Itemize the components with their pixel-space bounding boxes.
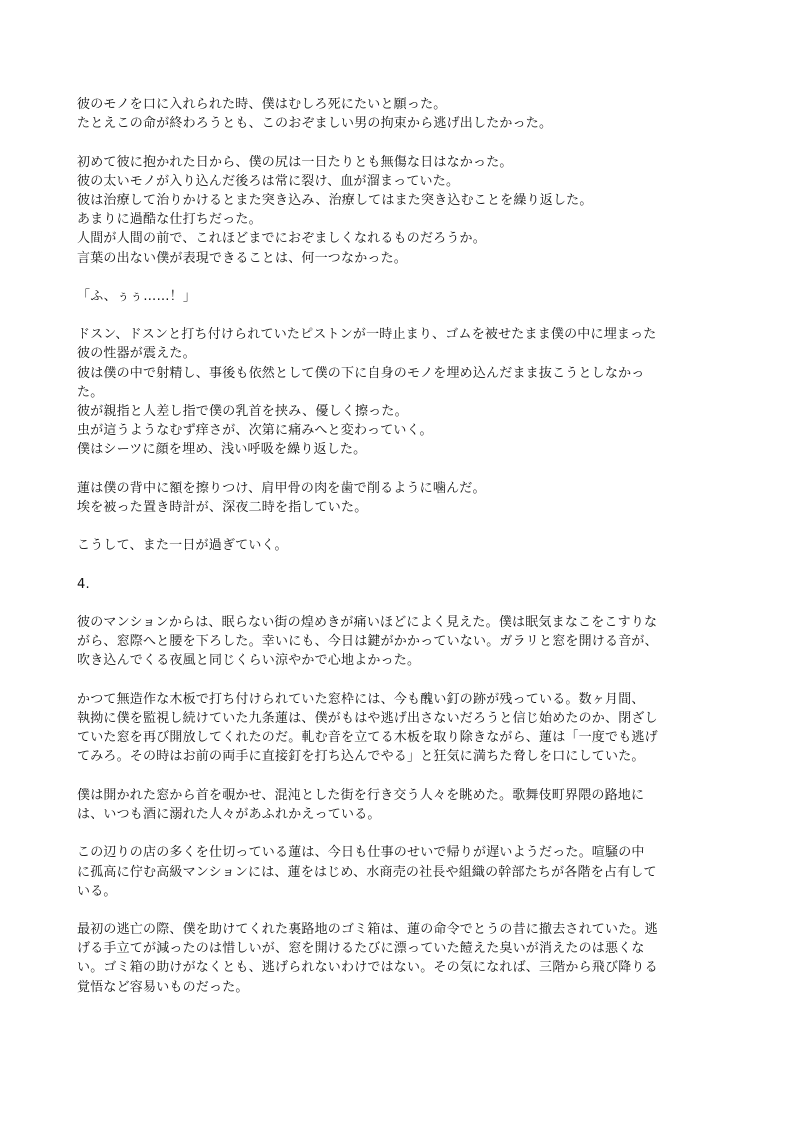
text-line: 最初の逃亡の際、僕を助けてくれた裏路地のゴミ箱は、蓮の命令でとうの昔に撤去されていた。逃	[77, 922, 658, 938]
text-line: いる。	[77, 883, 117, 899]
text-line: 執拗に僕を監視し続けていた九条蓮は、僕がもはや逃げ出さないだろうと信じ始めたのか、閉ざし	[77, 711, 658, 726]
paragraph-gap	[77, 133, 727, 152]
text-line: あまりに過酷な仕打ちだった。	[77, 212, 262, 228]
text-line: こうして、また一日が過ぎていく。	[77, 538, 288, 554]
text-line: い。ゴミ箱の助けがなくとも、逃げられないわけではない。その気になれば、三階から飛び降りる	[77, 960, 658, 976]
text-body	[77, 95, 727, 997]
text-line: に孤高に佇む高級マンションには、蓮をはじめ、水商売の社長や組織の幹部たちが各階を占有して	[77, 864, 657, 880]
text-line: 彼のモノを口に入れられた時、僕はむしろ死にたいと願った。	[77, 97, 447, 112]
paragraph-gap	[77, 824, 727, 843]
paragraph-gap	[77, 671, 727, 690]
text-line: 言葉の出ない僕が表現できることは、何一つなかった。	[77, 250, 408, 266]
text-line: 彼のマンションからは、眠らない街の煌めきが痛いほどによく見えた。僕は眠気まなこをこすりな	[77, 615, 658, 631]
text-line: この辺りの店の多くを仕切っている蓮は、今日も仕事のせいで帰りが遅いようだった。喧騒の中	[77, 845, 645, 861]
text-line: たとえこの命が終わろうとも、このおぞましい男の拘束から逃げ出したかった。	[77, 116, 553, 132]
text-line: 僕は開かれた窓から首を覗かせ、混沌とした街を行き交う人々を眺めた。歌舞伎町界隈の路地に	[77, 787, 645, 803]
text-line: 蓮は僕の背中に額を擦りつけ、肩甲骨の肉を歯で削るように噛んだ。	[77, 480, 486, 496]
paragraph-gap	[77, 556, 727, 575]
text-line: げる手立てが減ったのは惜しいが、窓を開けるたびに漂っていた饐えた臭いが消えたのは悪くな	[77, 941, 645, 957]
text-line: かつて無造作な木板で打ち付けられていた窓枠には、今も醜い釘の跡が残っている。数ヶ月間、	[77, 691, 645, 707]
text-line: は、いつも酒に溺れた人々があふれかえっている。	[77, 806, 381, 822]
text-line: 初めて彼に抱かれた日から、僕の尻は一日たりとも無傷な日はなかった。	[77, 154, 513, 170]
text-line: てみろ。その時はお前の両手に直接釘を打ち込んでやる」と狂気に満ちた脅しを口にしていた。	[77, 749, 645, 765]
text-line: 人間が人間の前で、これほどまでにおぞましくなれるものだろうか。	[77, 231, 486, 247]
text-line: 彼は治療して治りかけるとまた突き込み、治療してはまた突き込むことを繰り返した。	[77, 192, 593, 208]
text-line: 覚悟など容易いものだった。	[77, 979, 249, 995]
text-line: 4.	[77, 576, 90, 592]
text-line: 「ふ、ぅぅ……！」	[77, 288, 197, 304]
text-line: がら、窓際へと腰を下ろした。幸いにも、今日は鍵がかかっていない。ガラリと窓を開ける音が、	[77, 634, 658, 650]
text-line: 吹き込んでくる夜風と同じくらい涼やかで心地よかった。	[77, 653, 421, 669]
paragraph-gap	[77, 306, 727, 325]
paragraph-gap	[77, 901, 727, 920]
text-line: 虫が這うようなむず痒さが、次第に痛みへと変わっていく。	[77, 423, 433, 439]
text-line: ていた窓を再び開放してくれたのだ。軋む音を立てる木板を取り除きながら、蓮は「一度でも逃げ	[77, 730, 658, 746]
paragraph-gap	[77, 594, 727, 613]
paragraph-gap	[77, 767, 727, 786]
text-line: ドスン、ドスンと打ち付けられていたピストンが一時止まり、ゴムを被せたまま僕の中に埋まった	[77, 327, 657, 343]
paragraph-gap	[77, 268, 727, 287]
text-line: 埃を被った置き時計が、深夜二時を指していた。	[77, 499, 368, 515]
paragraph-gap	[77, 460, 727, 479]
text-line: 彼が親指と人差し指で僕の乳首を挟み、優しく擦った。	[77, 404, 408, 419]
text-line: 彼の太いモノが入り込んだ後ろは常に裂け、血が溜まっていた。	[77, 173, 460, 189]
text-line: た。	[77, 384, 104, 400]
text-line: 彼の性器が震えた。	[77, 346, 196, 362]
text-line: 僕はシーツに顔を埋め、浅い呼吸を繰り返した。	[77, 442, 367, 458]
paragraph-gap	[77, 517, 727, 536]
text-line: 彼は僕の中で射精し、事後も依然として僕の下に自身のモノを埋め込んだまま抜こうとしなかっ	[77, 365, 645, 381]
